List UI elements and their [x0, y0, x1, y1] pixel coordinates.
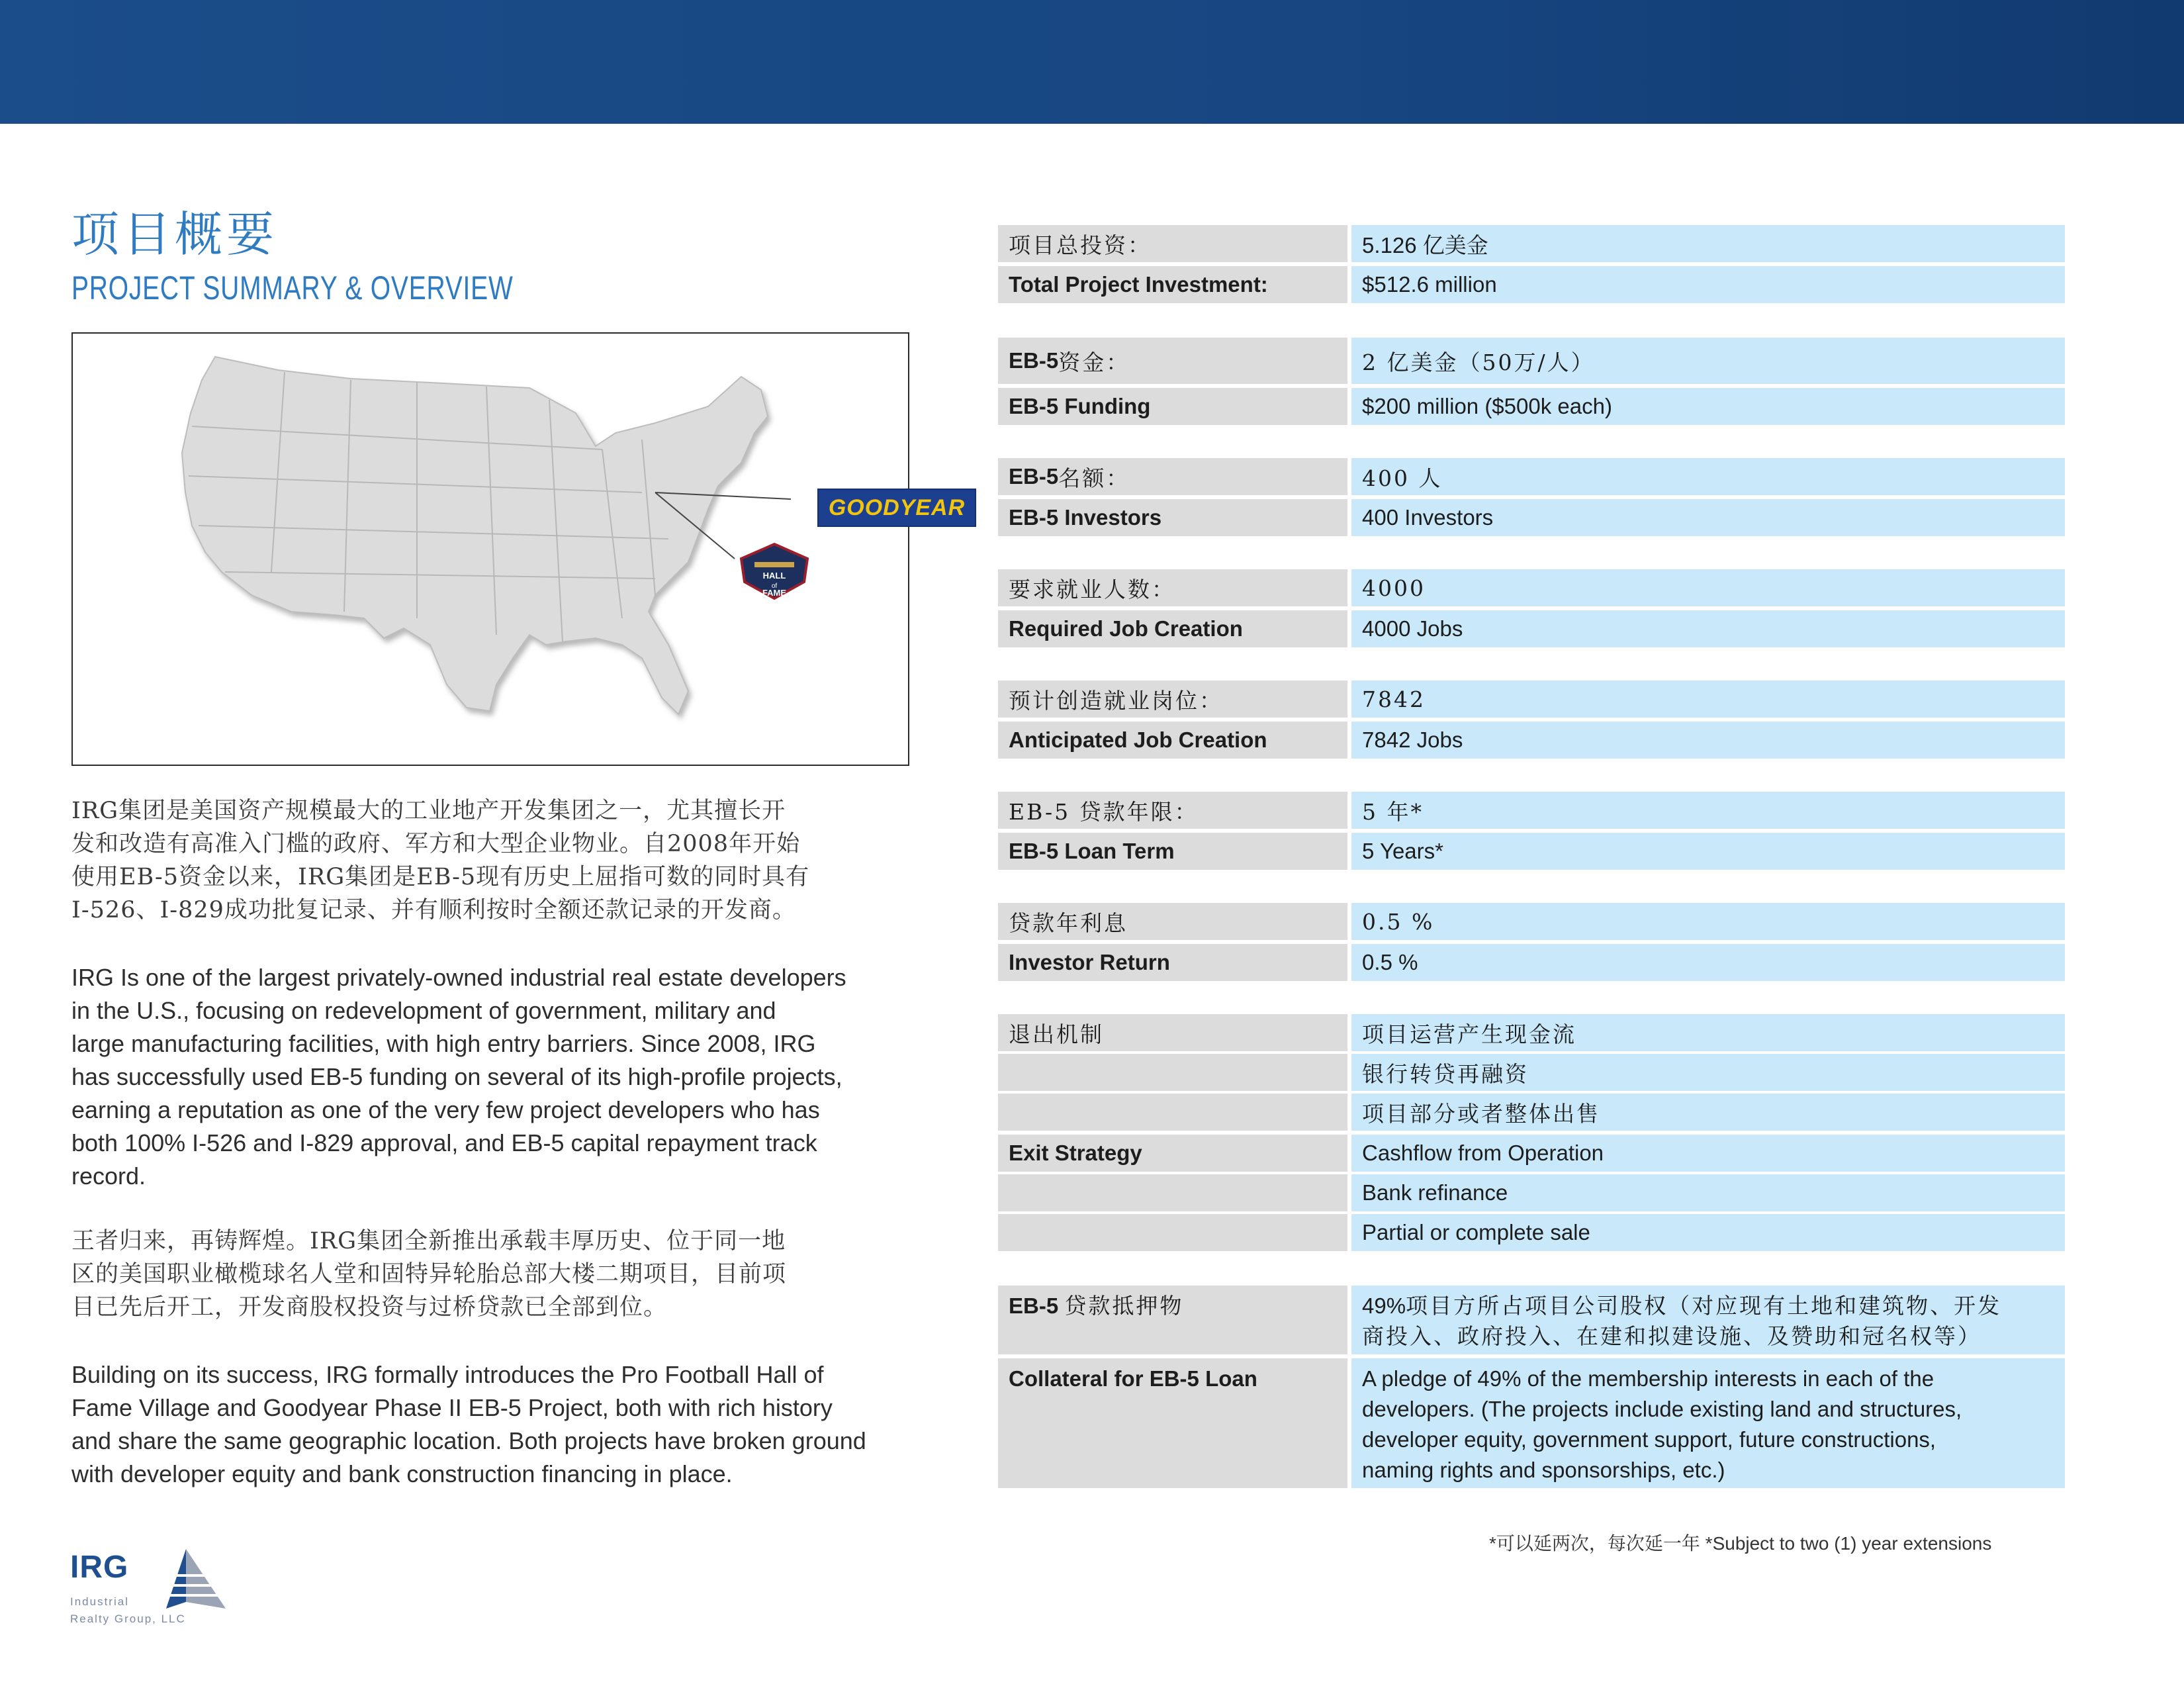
row-label: [998, 1094, 1347, 1131]
row-value: Bank refinance: [1351, 1174, 2065, 1211]
row-value: 2 亿美金（50万/人）: [1351, 338, 2065, 384]
page-title-cn: 项目概要: [71, 207, 279, 262]
row-label: Collateral for EB-5 Loan: [998, 1358, 1347, 1488]
row-value: 4000: [1351, 569, 2065, 606]
table-row: [998, 266, 2065, 303]
page-title-en: PROJECT SUMMARY & OVERVIEW: [71, 269, 514, 306]
irg-logo-subtitle-1: Industrial: [70, 1595, 129, 1608]
row-label: Investor Return: [998, 944, 1347, 981]
svg-text:FAME: FAME: [762, 588, 787, 598]
table-row: [998, 338, 2065, 384]
header-band: [0, 0, 2184, 124]
row-label: [998, 1174, 1347, 1211]
table-row: [998, 225, 2065, 262]
row-label: [998, 1214, 1347, 1251]
row-value: 400 Investors: [1351, 499, 2065, 536]
project-summary-table: [998, 225, 2065, 1488]
svg-text:HALL: HALL: [762, 571, 786, 581]
table-row: [998, 944, 2065, 981]
table-row: [998, 1174, 2065, 1211]
table-row: [998, 1054, 2065, 1091]
row-label: 项目总投资：: [998, 225, 1347, 262]
row-value: 银行转贷再融资: [1351, 1054, 2065, 1091]
row-label: Total Project Investment:: [998, 266, 1347, 303]
row-label: [998, 1054, 1347, 1091]
row-label: EB-5 资金：: [998, 338, 1347, 384]
project-paragraph-cn: 王者归来，再铸辉煌。IRG集团全新推出承载丰厚历史、位于同一地 区的美国职业橄榄球名人堂和固特异轮胎总部大楼二期项目，目前项 目已先后开工，开发商股权投资与过桥贷款已全部到位。: [71, 1228, 787, 1321]
row-label: Exit Strategy: [998, 1135, 1347, 1172]
row-value: A pledge of 49% of the membership interests in each of the developers. (The projects include existing land and structures, developer equity, government support, future constructions, naming rights and sponsorships, etc.): [1351, 1358, 2065, 1488]
row-value: 49%项目方所占项目公司股权（对应现有土地和建筑物、开发 商投入、政府投入、在建和拟建设施、及赞助和冠名权等）: [1351, 1286, 2065, 1354]
table-row: [998, 792, 2065, 829]
table-row: [998, 1014, 2065, 1051]
table-row: [998, 722, 2065, 759]
table-row: [998, 1214, 2065, 1251]
us-mainland-shape: [182, 357, 768, 714]
goodyear-logo: GOODYEAR: [817, 489, 976, 527]
irg-pyramid-icon: [159, 1549, 232, 1628]
table-row: [998, 903, 2065, 940]
row-value: 0.5 %: [1351, 944, 2065, 981]
project-paragraph-en: Building on its success, IRG formally introduces the Pro Football Hall of Fame Village and Goodyear Phase II EB-5 Project, both with rich history and share the same geographic location. Both projects have broken ground with developer equity and bank construction financing in place.: [71, 1361, 866, 1487]
row-label: EB-5 Investors: [998, 499, 1347, 536]
table-row: [998, 1358, 2065, 1488]
row-value: Cashflow from Operation: [1351, 1135, 2065, 1172]
row-value: 5 年*: [1351, 792, 2065, 829]
table-row: [998, 499, 2065, 536]
table-row: [998, 1286, 2065, 1354]
row-label: 退出机制: [998, 1014, 1347, 1051]
row-value: 5 Years*: [1351, 833, 2065, 870]
irg-logo-subtitle-2: Realty Group, LLC: [70, 1613, 186, 1625]
table-row: [998, 680, 2065, 718]
row-value: 5.126 亿美金: [1351, 225, 2065, 262]
row-value: 7842: [1351, 680, 2065, 718]
us-map-figure: [71, 332, 966, 766]
intro-paragraph-en: IRG Is one of the largest privately-owned industrial real estate developers in the U.S., focusing on redevelopment of government, military and large manufacturing facilities, with high entry barriers. Since 2008, IRG has successfully used EB-5 funding on several of its high-profile projects, earning a reputation as one of the very few project developers who has both 100% I-526 and I-829 approval, and EB-5 capital repayment track record.: [71, 964, 846, 1190]
row-label: EB-5 贷款抵押物: [998, 1286, 1347, 1354]
hall-of-fame-logo: [741, 544, 807, 598]
row-label: 要求就业人数：: [998, 569, 1347, 606]
us-map: [73, 334, 911, 767]
row-value: 400 人: [1351, 458, 2065, 495]
row-value: 0.5 %: [1351, 903, 2065, 940]
irg-logo-text: IRG: [70, 1550, 129, 1585]
table-row: [998, 1094, 2065, 1131]
table-row: [998, 833, 2065, 870]
footnote: *可以延两次，每次延一年 *Subject to two (1) year extensions: [1489, 1533, 1992, 1554]
row-value: 7842 Jobs: [1351, 722, 2065, 759]
row-label: Anticipated Job Creation: [998, 722, 1347, 759]
row-value: $200 million ($500k each): [1351, 388, 2065, 425]
table-row: [998, 569, 2065, 606]
row-value: $512.6 million: [1351, 266, 2065, 303]
table-row: [998, 458, 2065, 495]
table-row: [998, 1135, 2065, 1172]
row-label: EB-5 贷款年限：: [998, 792, 1347, 829]
intro-paragraph-cn: IRG集团是美国资产规模最大的工业地产开发集团之一，尤其擅长开 发和改造有高准入门槛的政府、军方和大型企业物业。自2008年开始 使用EB-5资金以来，IRG集团是EB-5现有历史上屈指可数的同时具有 I-526、I-829成功批复记录、并有顺利按时全额还款记录的开发商。: [71, 798, 810, 923]
row-label: EB-5 Funding: [998, 388, 1347, 425]
row-label: 预计创造就业岗位：: [998, 680, 1347, 718]
table-row: [998, 388, 2065, 425]
row-value: 4000 Jobs: [1351, 610, 2065, 647]
row-value: 项目运营产生现金流: [1351, 1014, 2065, 1051]
row-value: Partial or complete sale: [1351, 1214, 2065, 1251]
row-label: 贷款年利息: [998, 903, 1347, 940]
svg-text:of: of: [771, 583, 778, 590]
table-row: [998, 610, 2065, 647]
row-label: EB-5 名额：: [998, 458, 1347, 495]
row-label: EB-5 Loan Term: [998, 833, 1347, 870]
row-value: 项目部分或者整体出售: [1351, 1094, 2065, 1131]
row-label: Required Job Creation: [998, 610, 1347, 647]
